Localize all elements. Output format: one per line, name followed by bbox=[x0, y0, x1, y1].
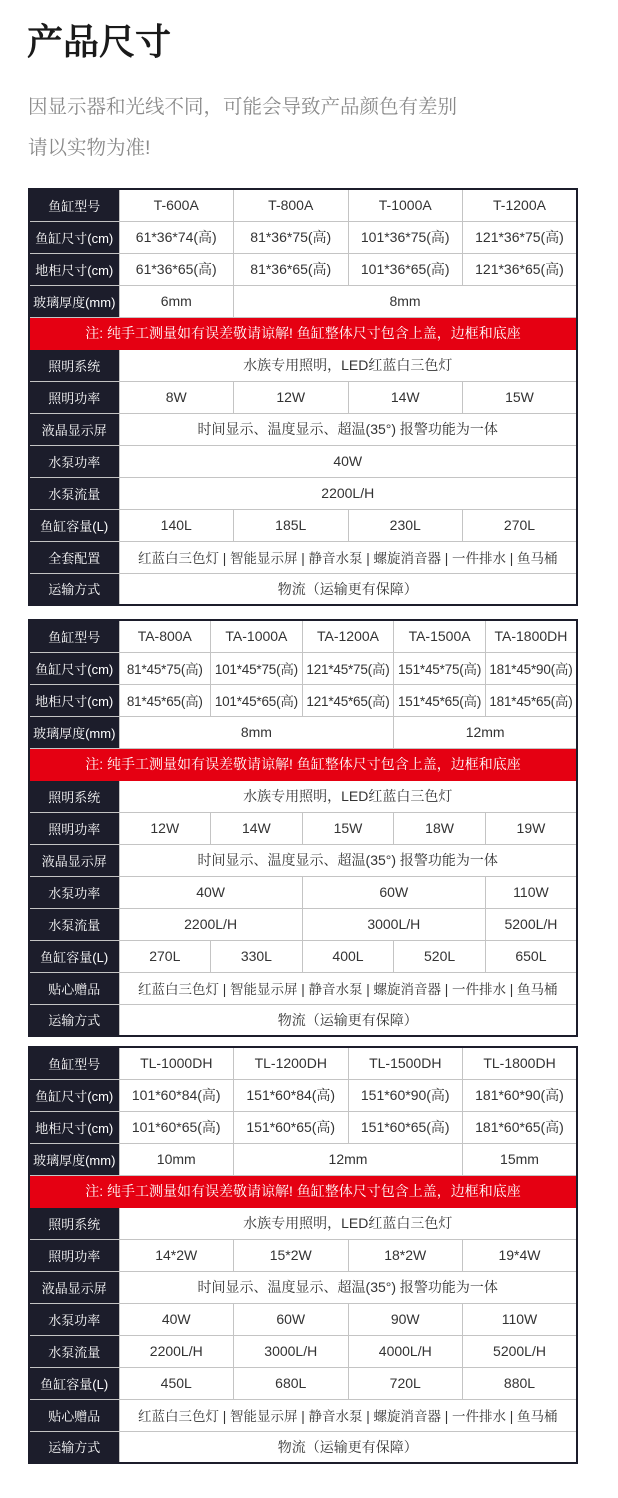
row-label: 鱼缸型号 bbox=[29, 620, 119, 652]
row-label: 运输方式 bbox=[29, 1004, 119, 1036]
row-pump-flow bbox=[29, 908, 577, 940]
lighting-power-cell: 12W bbox=[234, 381, 349, 413]
row-label: 照明系统 bbox=[29, 349, 119, 381]
model-cell: TL-1200DH bbox=[234, 1047, 349, 1079]
tank-size-cell: 151*60*90(高) bbox=[348, 1079, 463, 1111]
row-lighting-system bbox=[29, 780, 577, 812]
tank-size-cell: 181*60*90(高) bbox=[463, 1079, 578, 1111]
lighting-power-cell: 12W bbox=[119, 812, 211, 844]
model-cell: T-1200A bbox=[463, 189, 578, 221]
row-label: 照明功率 bbox=[29, 381, 119, 413]
pump-flow-cell: 5200L/H bbox=[485, 908, 577, 940]
glass-thickness-cell: 10mm bbox=[119, 1143, 234, 1175]
row-lighting-system bbox=[29, 349, 577, 381]
capacity-cell: 720L bbox=[348, 1367, 463, 1399]
lighting-system-cell: 水族专用照明，LED红蓝白三色灯 bbox=[119, 1207, 577, 1239]
model-cell: TA-1500A bbox=[394, 620, 486, 652]
row-label: 地柜尺寸(cm) bbox=[29, 253, 119, 285]
glass-thickness-cell: 12mm bbox=[394, 716, 577, 748]
row-glass-thickness bbox=[29, 1143, 577, 1175]
pump-power-cell: 40W bbox=[119, 876, 302, 908]
pump-flow-cell: 2200L/H bbox=[119, 908, 302, 940]
row-accessories bbox=[29, 541, 577, 573]
row-label: 液晶显示屏 bbox=[29, 1271, 119, 1303]
row-label: 贴心赠品 bbox=[29, 972, 119, 1004]
cabinet-size-cell: 151*45*65(高) bbox=[394, 684, 486, 716]
lighting-system-cell: 水族专用照明，LED红蓝白三色灯 bbox=[119, 780, 577, 812]
capacity-cell: 270L bbox=[119, 940, 211, 972]
measurement-notice-banner: 注: 纯手工测量如有误差敬请谅解! 鱼缸整体尺寸包含上盖，边框和底座 bbox=[29, 748, 577, 780]
row-label: 鱼缸容量(L) bbox=[29, 940, 119, 972]
model-cell: TL-1500DH bbox=[348, 1047, 463, 1079]
pump-power-cell: 40W bbox=[119, 1303, 234, 1335]
tank-size-cell: 101*45*75(高) bbox=[211, 652, 303, 684]
lighting-power-cell: 18*2W bbox=[348, 1239, 463, 1271]
row-label: 鱼缸尺寸(cm) bbox=[29, 221, 119, 253]
lcd-cell: 时间显示、温度显示、超温(35°) 报警功能为一体 bbox=[119, 413, 577, 445]
pump-power-cell: 40W bbox=[119, 445, 577, 477]
pump-power-cell: 60W bbox=[302, 876, 485, 908]
capacity-cell: 230L bbox=[348, 509, 463, 541]
tank-size-cell: 121*45*75(高) bbox=[302, 652, 394, 684]
row-glass-thickness bbox=[29, 285, 577, 317]
row-label: 水泵功率 bbox=[29, 445, 119, 477]
model-cell: TA-1800DH bbox=[485, 620, 577, 652]
row-notice bbox=[29, 317, 577, 349]
actual-product-note: 请以实物为准! bbox=[28, 137, 151, 159]
row-label: 水泵流量 bbox=[29, 908, 119, 940]
lighting-power-cell: 15W bbox=[463, 381, 578, 413]
row-label: 贴心赠品 bbox=[29, 1399, 119, 1431]
pump-power-cell: 90W bbox=[348, 1303, 463, 1335]
row-label: 水泵功率 bbox=[29, 876, 119, 908]
row-label: 照明功率 bbox=[29, 1239, 119, 1271]
row-shipping bbox=[29, 573, 577, 605]
pump-flow-cell: 2200L/H bbox=[119, 477, 577, 509]
row-label: 全套配置 bbox=[29, 541, 119, 573]
model-cell: T-600A bbox=[119, 189, 234, 221]
lcd-cell: 时间显示、温度显示、超温(35°) 报警功能为一体 bbox=[119, 844, 577, 876]
model-cell: TA-1200A bbox=[302, 620, 394, 652]
pump-flow-cell: 5200L/H bbox=[463, 1335, 578, 1367]
row-pump-power bbox=[29, 1303, 577, 1335]
spec-table-ta-series bbox=[28, 619, 578, 1037]
row-label: 鱼缸容量(L) bbox=[29, 1367, 119, 1399]
glass-thickness-cell: 8mm bbox=[234, 285, 578, 317]
row-label: 运输方式 bbox=[29, 1431, 119, 1463]
row-tank-size bbox=[29, 1079, 577, 1111]
cabinet-size-cell: 181*45*65(高) bbox=[485, 684, 577, 716]
capacity-cell: 450L bbox=[119, 1367, 234, 1399]
capacity-cell: 185L bbox=[234, 509, 349, 541]
row-label: 照明功率 bbox=[29, 812, 119, 844]
accessories-cell: 红蓝白三色灯 | 智能显示屏 | 静音水泵 | 螺旋消音器 | 一件排水 | 鱼马桶 bbox=[119, 1399, 577, 1431]
lighting-power-cell: 8W bbox=[119, 381, 234, 413]
model-cell: TA-800A bbox=[119, 620, 211, 652]
row-label: 鱼缸容量(L) bbox=[29, 509, 119, 541]
cabinet-size-cell: 81*36*65(高) bbox=[234, 253, 349, 285]
cabinet-size-cell: 81*45*65(高) bbox=[119, 684, 211, 716]
row-lighting-system bbox=[29, 1207, 577, 1239]
model-cell: TA-1000A bbox=[211, 620, 303, 652]
row-label: 液晶显示屏 bbox=[29, 844, 119, 876]
lighting-power-cell: 14W bbox=[348, 381, 463, 413]
cabinet-size-cell: 101*36*65(高) bbox=[348, 253, 463, 285]
row-notice bbox=[29, 1175, 577, 1207]
capacity-cell: 270L bbox=[463, 509, 578, 541]
glass-thickness-cell: 12mm bbox=[234, 1143, 463, 1175]
lighting-power-cell: 18W bbox=[394, 812, 486, 844]
row-label: 照明系统 bbox=[29, 1207, 119, 1239]
row-label: 鱼缸尺寸(cm) bbox=[29, 652, 119, 684]
row-label: 鱼缸型号 bbox=[29, 189, 119, 221]
capacity-cell: 880L bbox=[463, 1367, 578, 1399]
row-shipping bbox=[29, 1004, 577, 1036]
pump-flow-cell: 3000L/H bbox=[302, 908, 485, 940]
pump-flow-cell: 2200L/H bbox=[119, 1335, 234, 1367]
cabinet-size-cell: 61*36*65(高) bbox=[119, 253, 234, 285]
tank-size-cell: 151*45*75(高) bbox=[394, 652, 486, 684]
row-label: 玻璃厚度(mm) bbox=[29, 716, 119, 748]
pump-flow-cell: 3000L/H bbox=[234, 1335, 349, 1367]
accessories-cell: 红蓝白三色灯 | 智能显示屏 | 静音水泵 | 螺旋消音器 | 一件排水 | 鱼马桶 bbox=[119, 972, 577, 1004]
tank-size-cell: 81*45*75(高) bbox=[119, 652, 211, 684]
capacity-cell: 650L bbox=[485, 940, 577, 972]
measurement-notice-banner: 注: 纯手工测量如有误差敬请谅解! 鱼缸整体尺寸包含上盖，边框和底座 bbox=[29, 317, 577, 349]
cabinet-size-cell: 151*60*65(高) bbox=[234, 1111, 349, 1143]
tank-size-cell: 121*36*75(高) bbox=[463, 221, 578, 253]
pump-flow-cell: 4000L/H bbox=[348, 1335, 463, 1367]
capacity-cell: 140L bbox=[119, 509, 234, 541]
row-lcd bbox=[29, 413, 577, 445]
row-capacity bbox=[29, 940, 577, 972]
model-cell: TL-1800DH bbox=[463, 1047, 578, 1079]
row-lighting-power bbox=[29, 812, 577, 844]
cabinet-size-cell: 121*45*65(高) bbox=[302, 684, 394, 716]
lighting-system-cell: 水族专用照明，LED红蓝白三色灯 bbox=[119, 349, 577, 381]
pump-power-cell: 110W bbox=[485, 876, 577, 908]
row-model bbox=[29, 620, 577, 652]
row-label: 玻璃厚度(mm) bbox=[29, 285, 119, 317]
shipping-cell: 物流（运输更有保障） bbox=[119, 573, 577, 605]
tank-size-cell: 151*60*84(高) bbox=[234, 1079, 349, 1111]
row-label: 地柜尺寸(cm) bbox=[29, 684, 119, 716]
tank-size-cell: 101*60*84(高) bbox=[119, 1079, 234, 1111]
model-cell: T-1000A bbox=[348, 189, 463, 221]
row-pump-flow bbox=[29, 477, 577, 509]
row-tank-size bbox=[29, 221, 577, 253]
row-cabinet-size bbox=[29, 1111, 577, 1143]
row-label: 水泵流量 bbox=[29, 477, 119, 509]
cabinet-size-cell: 121*36*65(高) bbox=[463, 253, 578, 285]
color-disclaimer: 因显示器和光线不同，可能会导致产品颜色有差别 bbox=[28, 96, 458, 118]
tank-size-cell: 101*36*75(高) bbox=[348, 221, 463, 253]
row-cabinet-size bbox=[29, 253, 577, 285]
pump-power-cell: 110W bbox=[463, 1303, 578, 1335]
pump-power-cell: 60W bbox=[234, 1303, 349, 1335]
model-cell: TL-1000DH bbox=[119, 1047, 234, 1079]
glass-thickness-cell: 6mm bbox=[119, 285, 234, 317]
cabinet-size-cell: 151*60*65(高) bbox=[348, 1111, 463, 1143]
row-pump-power bbox=[29, 445, 577, 477]
cabinet-size-cell: 101*60*65(高) bbox=[119, 1111, 234, 1143]
lighting-power-cell: 14W bbox=[211, 812, 303, 844]
accessories-cell: 红蓝白三色灯 | 智能显示屏 | 静音水泵 | 螺旋消音器 | 一件排水 | 鱼马桶 bbox=[119, 541, 577, 573]
capacity-cell: 400L bbox=[302, 940, 394, 972]
lighting-power-cell: 14*2W bbox=[119, 1239, 234, 1271]
row-cabinet-size bbox=[29, 684, 577, 716]
row-label: 玻璃厚度(mm) bbox=[29, 1143, 119, 1175]
glass-thickness-cell: 15mm bbox=[463, 1143, 578, 1175]
row-label: 鱼缸型号 bbox=[29, 1047, 119, 1079]
row-label: 液晶显示屏 bbox=[29, 413, 119, 445]
measurement-notice-banner: 注: 纯手工测量如有误差敬请谅解! 鱼缸整体尺寸包含上盖，边框和底座 bbox=[29, 1175, 577, 1207]
tank-size-cell: 181*45*90(高) bbox=[485, 652, 577, 684]
tank-size-cell: 61*36*74(高) bbox=[119, 221, 234, 253]
lighting-power-cell: 19*4W bbox=[463, 1239, 578, 1271]
row-lcd bbox=[29, 1271, 577, 1303]
row-label: 水泵功率 bbox=[29, 1303, 119, 1335]
tank-size-cell: 81*36*75(高) bbox=[234, 221, 349, 253]
lighting-power-cell: 19W bbox=[485, 812, 577, 844]
row-shipping bbox=[29, 1431, 577, 1463]
model-cell: T-800A bbox=[234, 189, 349, 221]
lighting-power-cell: 15W bbox=[302, 812, 394, 844]
row-pump-power bbox=[29, 876, 577, 908]
row-accessories bbox=[29, 1399, 577, 1431]
row-label: 地柜尺寸(cm) bbox=[29, 1111, 119, 1143]
row-pump-flow bbox=[29, 1335, 577, 1367]
page-title: 产品尺寸 bbox=[27, 21, 172, 62]
row-label: 照明系统 bbox=[29, 780, 119, 812]
row-notice bbox=[29, 748, 577, 780]
row-lcd bbox=[29, 844, 577, 876]
capacity-cell: 330L bbox=[211, 940, 303, 972]
capacity-cell: 680L bbox=[234, 1367, 349, 1399]
row-glass-thickness bbox=[29, 716, 577, 748]
capacity-cell: 520L bbox=[394, 940, 486, 972]
row-tank-size bbox=[29, 652, 577, 684]
shipping-cell: 物流（运输更有保障） bbox=[119, 1004, 577, 1036]
row-capacity bbox=[29, 1367, 577, 1399]
row-accessories bbox=[29, 972, 577, 1004]
lighting-power-cell: 15*2W bbox=[234, 1239, 349, 1271]
cabinet-size-cell: 181*60*65(高) bbox=[463, 1111, 578, 1143]
row-lighting-power bbox=[29, 1239, 577, 1271]
spec-table-tl-series bbox=[28, 1046, 578, 1464]
spec-table-t-series bbox=[28, 188, 578, 606]
lcd-cell: 时间显示、温度显示、超温(35°) 报警功能为一体 bbox=[119, 1271, 577, 1303]
row-lighting-power bbox=[29, 381, 577, 413]
glass-thickness-cell: 8mm bbox=[119, 716, 394, 748]
row-label: 水泵流量 bbox=[29, 1335, 119, 1367]
shipping-cell: 物流（运输更有保障） bbox=[119, 1431, 577, 1463]
row-capacity bbox=[29, 509, 577, 541]
row-label: 鱼缸尺寸(cm) bbox=[29, 1079, 119, 1111]
row-label: 运输方式 bbox=[29, 573, 119, 605]
cabinet-size-cell: 101*45*65(高) bbox=[211, 684, 303, 716]
row-model bbox=[29, 189, 577, 221]
row-model bbox=[29, 1047, 577, 1079]
